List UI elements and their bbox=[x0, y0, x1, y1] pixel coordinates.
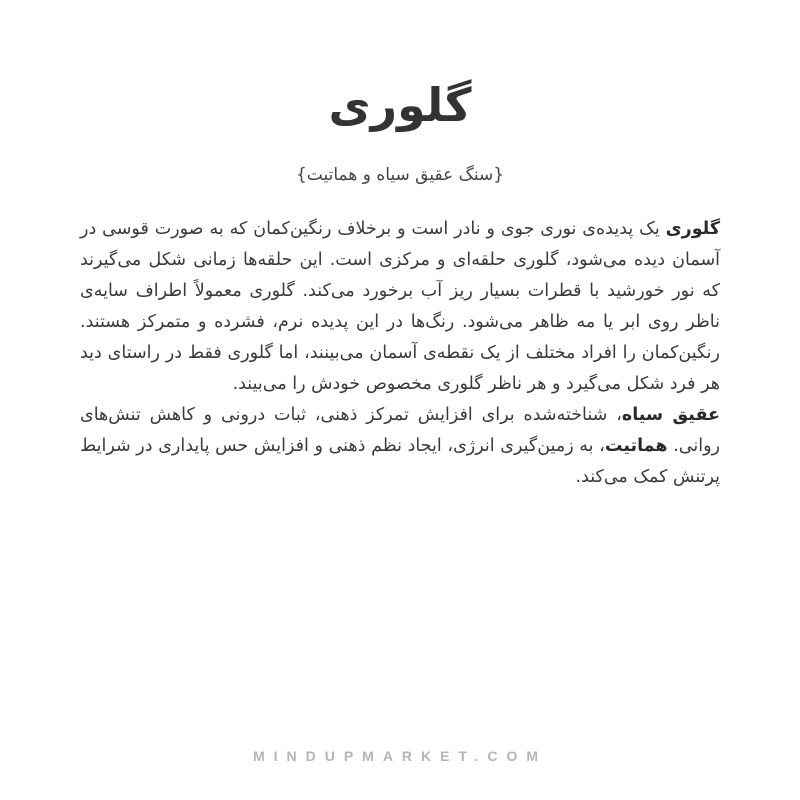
hematite-term: هماتیت bbox=[604, 436, 668, 456]
page-title: گلوری bbox=[328, 78, 472, 132]
black-agate-term: عقیق سیاه bbox=[621, 405, 720, 425]
hematite-description: ، به زمین‌گیری انرژی، ایجاد نظم ذهنی و افزایش حس پایداری در شرایط پرتنش کمک می‌کند. bbox=[80, 436, 720, 487]
body-text bbox=[80, 214, 720, 493]
page-subtitle: {سنگ عقیق سیاه و هماتیت} bbox=[295, 165, 505, 185]
paragraph-glory bbox=[80, 214, 720, 400]
paragraph-stones bbox=[80, 400, 720, 493]
footer-website: MINDUPMARKET.COM bbox=[252, 748, 548, 764]
glory-description: یک پدیده‌ی نوری جوی و نادر است و برخلاف رنگین‌کمان که به صورت قوسی در آسمان دیده می‌شود، گلوری حلقه‌ای و مرکزی است. این حلقه‌ها زمانی شکل می‌گیرند که نور خورشید با قطرات بسیار ریز آب برخورد می‌کند. گلوری معمولاً اطراف سایه‌ی ناظر روی ابر یا مه ظاهر می‌شود. رنگ‌ها در این پدیده نرم، فشرده و متمرکز هستند. رنگین‌کمان را افراد مختلف از یک نقطه‌ی آسمان می‌بینند، اما گلوری فقط در راستای دید هر فرد شکل می‌گیرد و هر ناظر گلوری مخصوص خودش را می‌بیند. bbox=[80, 219, 720, 394]
black-agate-description: ، شناخته‌شده برای افزایش تمرکز ذهنی، ثبات درونی و کاهش تنش‌های روانی. bbox=[80, 405, 720, 456]
glory-term: گلوری bbox=[665, 219, 720, 239]
